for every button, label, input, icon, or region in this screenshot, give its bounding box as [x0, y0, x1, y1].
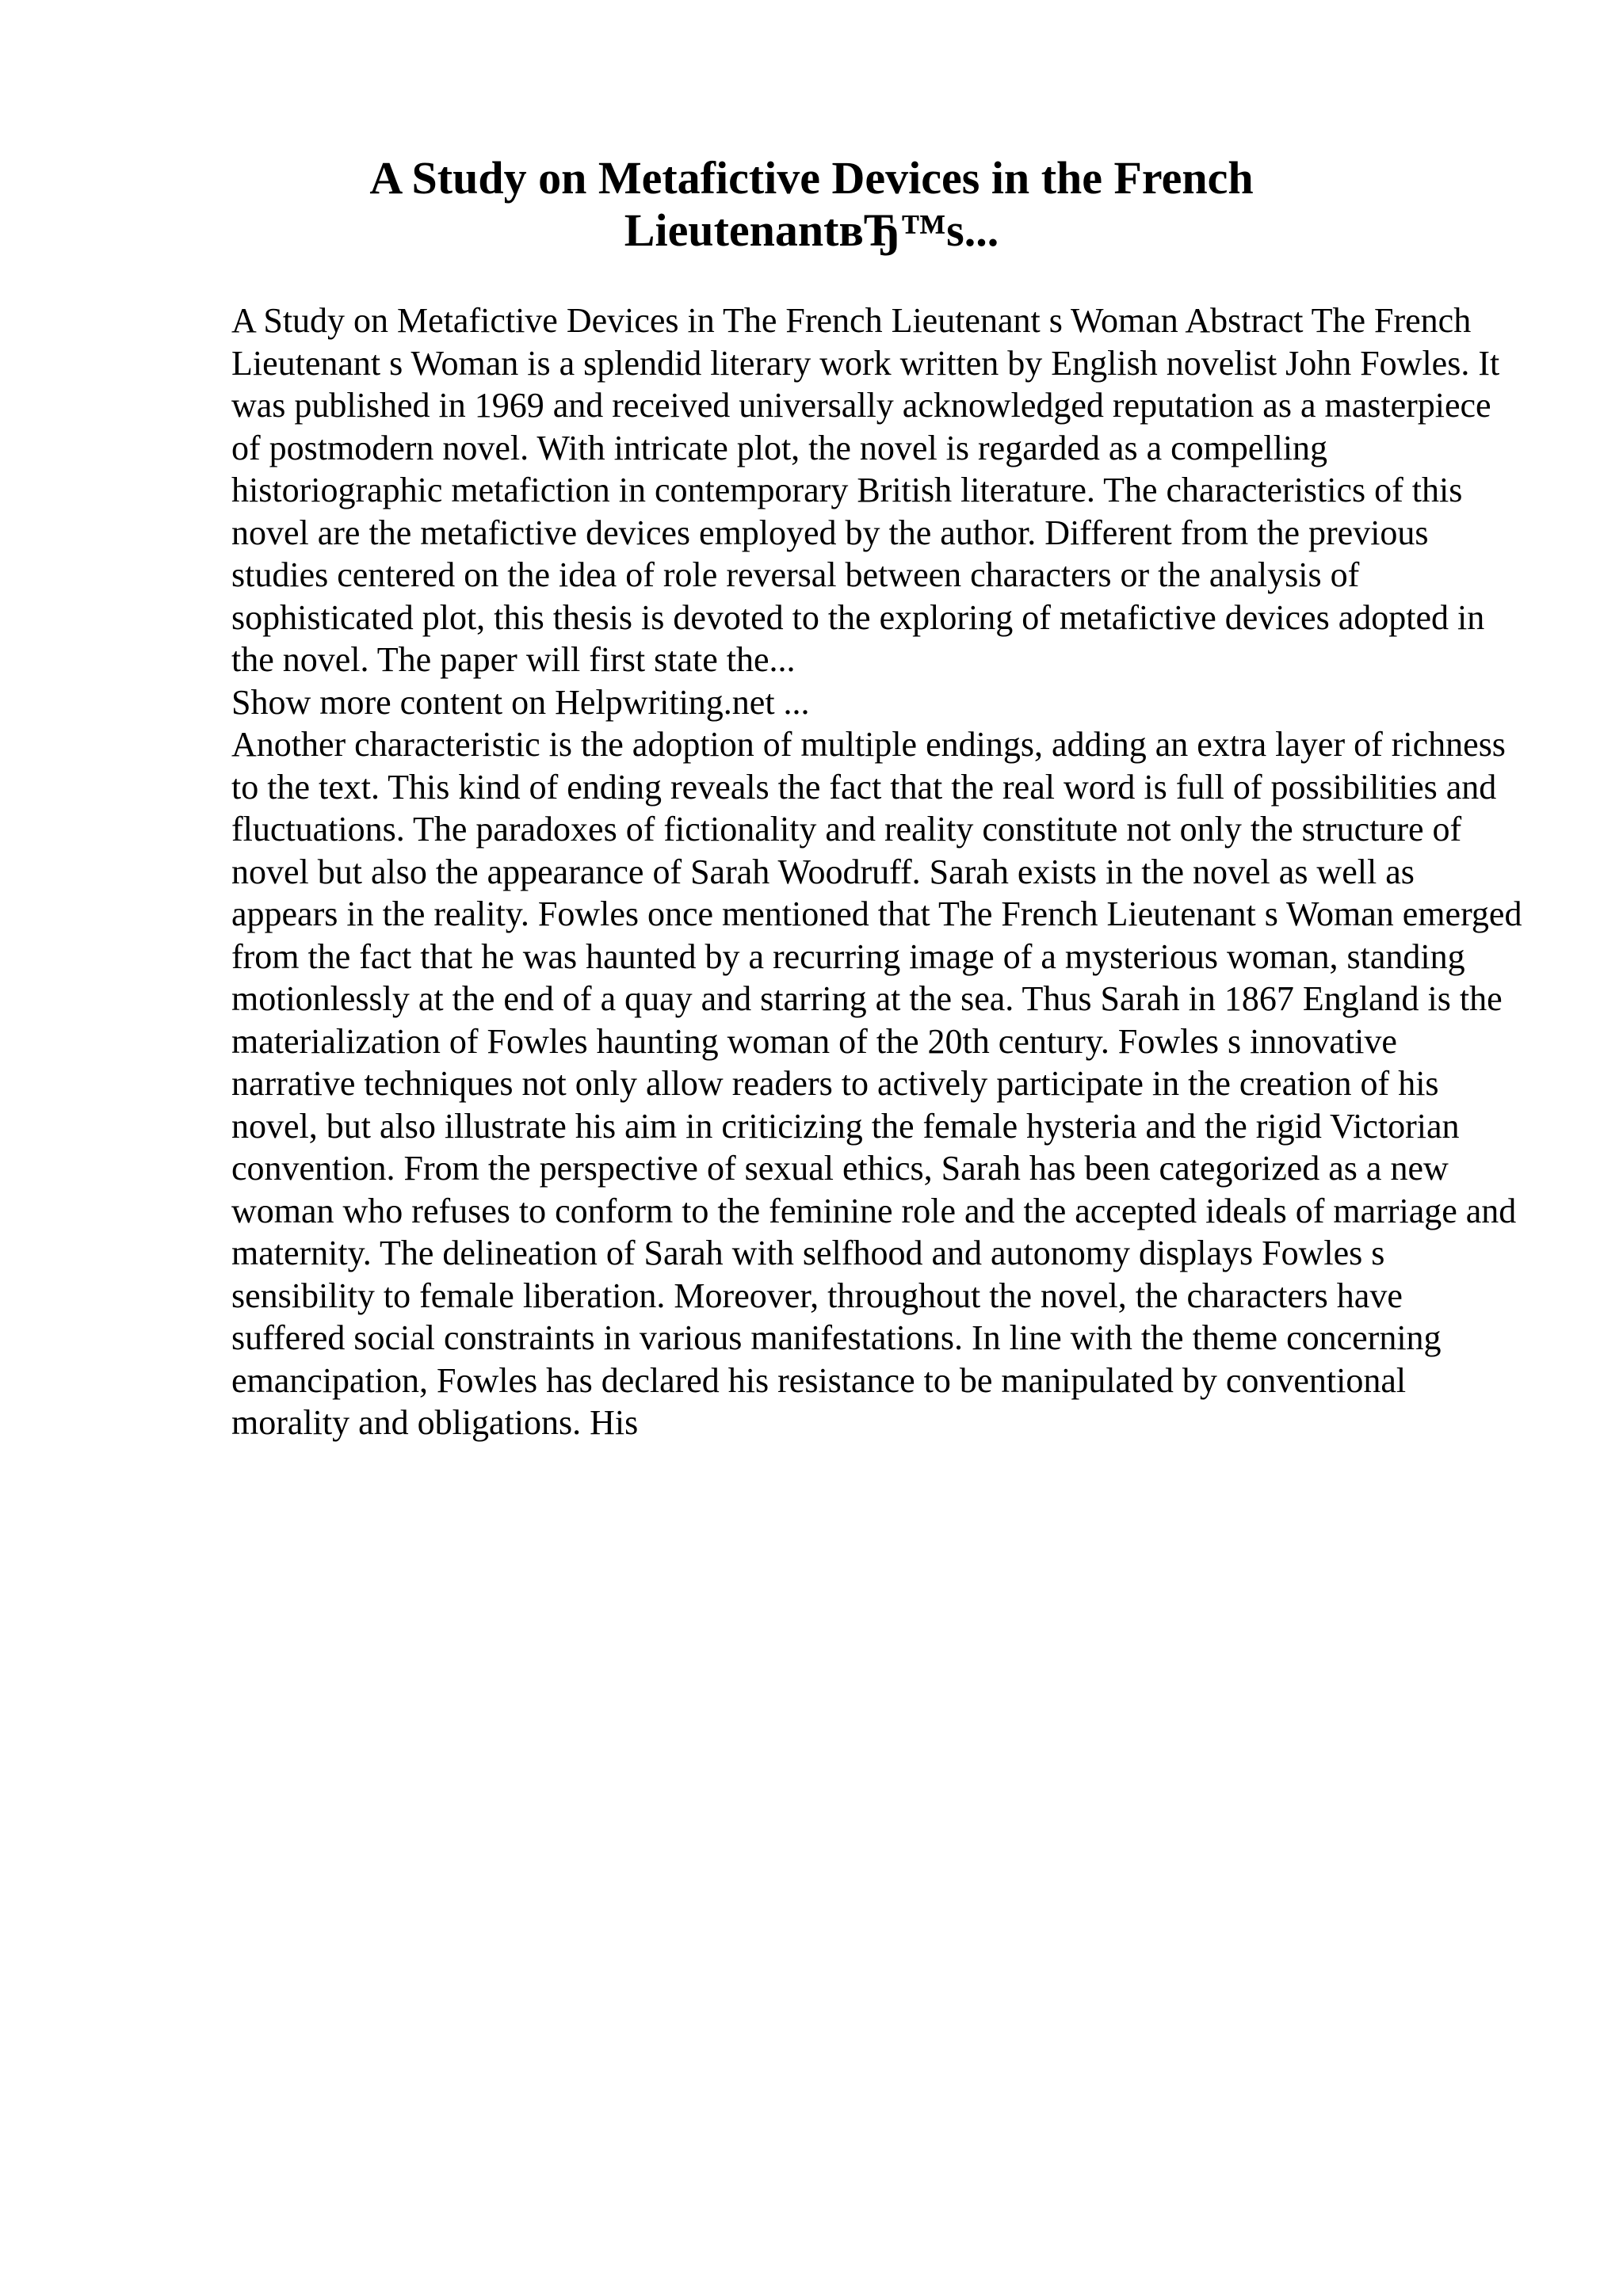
- abstract-text: A Study on Metafictive Devices in The French Lieutenant s Woman Abstract The French Lieutenant s Woman is a splendid literary work written by English novelist John Fowles. It was published in 1969 and received universally acknowledged reputation as a masterpiece of postmodern novel. With intricate plot, the novel is regarded as a compelling historiographic metafiction in contemporary British literature. The characteristics of this novel are the metafictive devices employed by the author. Different from the previous studies centered on the idea of role reversal between characters or the analysis of sophisticated plot, this thesis is devoted to the exploring of metafictive devices adopted in the novel. The paper will first state the...: [231, 301, 1500, 679]
- body-paragraph: Another characteristic is the adoption of multiple endings, adding an extra layer of richness to the text. This kind of ending reveals the fact that the real word is full of possibilities and fluctuations. The paradoxes of fictionality and reality constitute not only the structure of novel but also the appearance of Sarah Woodruff. Sarah exists in the novel as well as appears in the reality. Fowles once mentioned that The French Lieutenant s Woman emerged from the fact that he was haunted by a recurring image of a mysterious woman, standing motionlessly at the end of a quay and starring at the sea. Thus Sarah in 1867 England is the materialization of Fowles haunting woman of the 20th century. Fowles s innovative narrative techniques not only allow readers to actively participate in the creation of his novel, but also illustrate his aim in criticizing the female hysteria and the rigid Victorian convention. From the perspective of sexual ethics, Sarah has been categorized as a new woman who refuses to conform to the feminine role and the accepted ideals of marriage and maternity. The delineation of Sarah with selfhood and autonomy displays Fowles s sensibility to female liberation. Moreover, throughout the novel, the characters have suffered social constraints in various manifestations. In line with the theme concerning emancipation, Fowles has declared his resistance to be manipulated by conventional morality and obligations. His: [231, 725, 1522, 1442]
- document-body: [231, 299, 1523, 1444]
- abstract-paragraph: [231, 299, 1523, 723]
- show-more-link[interactable]: Show more content on Helpwriting.net ...: [231, 682, 810, 722]
- document-title: A Study on Metafictive Devices in the French LieutenantвЂ™s...: [369, 152, 1254, 256]
